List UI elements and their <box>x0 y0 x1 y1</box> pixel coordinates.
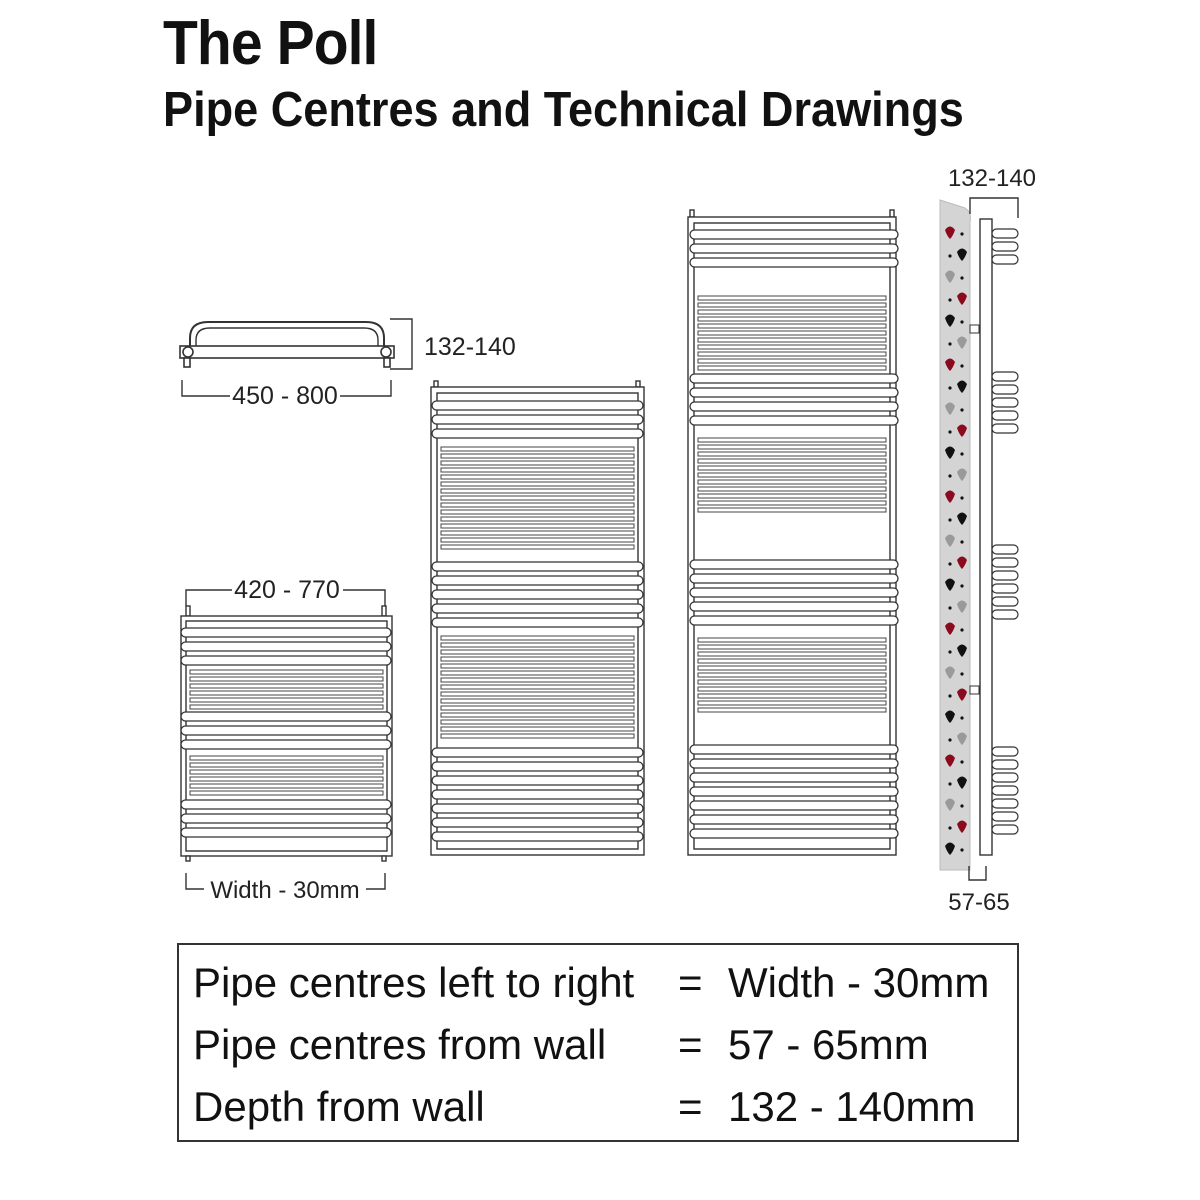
flat-bar <box>441 734 634 738</box>
flat-bar <box>441 545 634 549</box>
towel-bar <box>432 590 643 599</box>
spec-value: 132 - 140mm <box>728 1083 976 1130</box>
wall-fixing <box>948 738 951 741</box>
wall-fixing <box>948 694 951 697</box>
towel-bar <box>432 790 643 799</box>
spec-equals: = <box>678 1021 703 1068</box>
towel-bar <box>432 604 643 613</box>
flat-bar <box>441 692 634 696</box>
towel-bar <box>690 773 898 782</box>
front-small-bars <box>181 628 391 837</box>
spec-table <box>177 943 1019 1142</box>
towel-bar <box>181 726 391 735</box>
flat-bar <box>698 501 886 505</box>
flat-bar <box>441 482 634 486</box>
flat-bar <box>698 359 886 363</box>
towel-bar <box>181 828 391 837</box>
flat-bar <box>698 310 886 314</box>
side-bar <box>992 398 1018 407</box>
flat-bar <box>441 699 634 703</box>
wall-fixing <box>948 606 951 609</box>
side-bar <box>992 255 1018 264</box>
flat-bar <box>441 510 634 514</box>
side-view-drawing <box>940 198 1018 880</box>
towel-bar <box>432 401 643 410</box>
towel-bar <box>181 740 391 749</box>
flat-bar <box>441 454 634 458</box>
towel-bar <box>690 602 898 611</box>
towel-bar <box>181 814 391 823</box>
flat-bar <box>698 317 886 321</box>
towel-bar <box>690 745 898 754</box>
wall-fixing <box>948 254 951 257</box>
flat-bar <box>698 366 886 370</box>
flat-bar <box>698 345 886 349</box>
flat-bar <box>441 706 634 710</box>
wall-fixing <box>960 232 963 235</box>
flat-bar <box>698 680 886 684</box>
flat-bar <box>698 645 886 649</box>
towel-bar <box>432 762 643 771</box>
side-bar <box>992 799 1018 808</box>
wall-fixing <box>960 848 963 851</box>
flat-bar <box>698 701 886 705</box>
flat-bar <box>190 756 383 760</box>
flat-bar <box>698 708 886 712</box>
flat-bar <box>698 487 886 491</box>
page-subtitle: Pipe Centres and Technical Drawings <box>163 83 964 137</box>
spec-label: Depth from wall <box>193 1083 485 1130</box>
flat-bar <box>441 531 634 535</box>
wall-fixing <box>948 518 951 521</box>
flat-bar <box>698 459 886 463</box>
flat-bar <box>190 770 383 774</box>
wall-fixing <box>960 760 963 763</box>
towel-bar <box>181 628 391 637</box>
spec-equals: = <box>678 959 703 1006</box>
towel-bar <box>690 759 898 768</box>
towel-bar <box>690 815 898 824</box>
side-bar <box>992 760 1018 769</box>
flat-bar <box>441 727 634 731</box>
towel-bar <box>432 562 643 571</box>
flat-bar <box>441 475 634 479</box>
wall-fixing <box>948 430 951 433</box>
side-bar <box>992 545 1018 554</box>
flat-bar <box>441 720 634 724</box>
flat-bar <box>190 684 383 688</box>
flat-bar <box>698 666 886 670</box>
towel-bar <box>690 374 898 383</box>
wall-fixing <box>948 826 951 829</box>
flat-bar <box>698 480 886 484</box>
side-bar <box>992 812 1018 821</box>
flat-bar <box>698 445 886 449</box>
flat-bar <box>441 461 634 465</box>
side-bar <box>992 372 1018 381</box>
side-bar <box>992 610 1018 619</box>
towel-bar <box>690 787 898 796</box>
wall-fixing <box>948 562 951 565</box>
flat-bar <box>698 338 886 342</box>
towel-bar <box>432 429 643 438</box>
flat-bar <box>441 447 634 451</box>
wall-fixing <box>948 782 951 785</box>
wall-fixing <box>960 672 963 675</box>
towel-bar <box>690 402 898 411</box>
side-bar <box>992 597 1018 606</box>
flat-bar <box>698 452 886 456</box>
flat-bar <box>190 777 383 781</box>
side-bar <box>992 571 1018 580</box>
flat-bar <box>441 489 634 493</box>
towel-bar <box>432 818 643 827</box>
spec-equals: = <box>678 1083 703 1130</box>
towel-bar <box>690 230 898 239</box>
flat-bar <box>441 468 634 472</box>
flat-bar <box>441 517 634 521</box>
towel-bar <box>690 388 898 397</box>
flat-bar <box>698 638 886 642</box>
wall-fixing <box>960 408 963 411</box>
side-bar <box>992 584 1018 593</box>
flat-bar <box>698 673 886 677</box>
flat-bar <box>698 652 886 656</box>
towel-bar <box>181 642 391 651</box>
flat-bar <box>698 659 886 663</box>
flat-bar <box>698 508 886 512</box>
towel-bar <box>181 712 391 721</box>
towel-bar <box>690 416 898 425</box>
towel-bar <box>690 829 898 838</box>
flat-bar <box>190 677 383 681</box>
flat-bar <box>190 705 383 709</box>
side-bar <box>992 825 1018 834</box>
front-large-drawing <box>688 210 898 855</box>
top-view-width-label: 450 - 800 <box>232 382 338 410</box>
spec-value: Width - 30mm <box>728 959 990 1006</box>
side-bar <box>992 558 1018 567</box>
wall-fixing <box>948 342 951 345</box>
side-bar <box>992 773 1018 782</box>
page-title: The Poll <box>163 9 378 78</box>
flat-bar <box>698 331 886 335</box>
flat-bar <box>698 352 886 356</box>
wall-fixing <box>960 320 963 323</box>
towel-bar <box>181 800 391 809</box>
flat-bar <box>441 713 634 717</box>
flat-bar <box>698 324 886 328</box>
flat-bar <box>698 303 886 307</box>
side-view-wall-label: 57-65 <box>948 889 1010 916</box>
flat-bar <box>441 503 634 507</box>
towel-bar <box>432 576 643 585</box>
front-small-width-label: Width - 30mm <box>210 877 360 904</box>
flat-bar <box>441 496 634 500</box>
flat-bar <box>190 791 383 795</box>
wall-fixing <box>960 628 963 631</box>
towel-bar <box>690 801 898 810</box>
front-small-drawing <box>181 590 392 889</box>
flat-bar <box>190 670 383 674</box>
flat-bar <box>190 784 383 788</box>
flat-bar <box>698 494 886 498</box>
flat-bar <box>698 473 886 477</box>
towel-bar <box>432 618 643 627</box>
top-view-depth-label: 132-140 <box>424 333 516 361</box>
towel-bar <box>432 415 643 424</box>
towel-bar <box>432 804 643 813</box>
flat-bar <box>698 466 886 470</box>
flat-bar <box>698 438 886 442</box>
flat-bar <box>698 296 886 300</box>
side-bar <box>992 242 1018 251</box>
towel-bar <box>181 656 391 665</box>
side-bar <box>992 786 1018 795</box>
flat-bar <box>441 685 634 689</box>
wall-fixing <box>948 298 951 301</box>
towel-bar <box>690 258 898 267</box>
wall-fixing <box>960 540 963 543</box>
flat-bar <box>190 691 383 695</box>
towel-bar <box>432 832 643 841</box>
flat-bar <box>441 538 634 542</box>
flat-bar <box>441 524 634 528</box>
spec-label: Pipe centres left to right <box>193 959 635 1006</box>
wall-fixing <box>960 364 963 367</box>
side-bar <box>992 424 1018 433</box>
side-bar <box>992 411 1018 420</box>
wall-fixing <box>960 804 963 807</box>
towel-bar <box>432 748 643 757</box>
wall-fixing <box>960 716 963 719</box>
flat-bar <box>441 664 634 668</box>
front-small-pipe-label: 420 - 770 <box>234 576 340 604</box>
wall-fixing <box>948 474 951 477</box>
flat-bar <box>441 657 634 661</box>
wall-fixing <box>948 386 951 389</box>
wall-fixing <box>960 496 963 499</box>
towel-bar <box>690 574 898 583</box>
flat-bar <box>441 671 634 675</box>
spec-value: 57 - 65mm <box>728 1021 929 1068</box>
side-view-bars <box>992 229 1018 834</box>
front-medium-drawing <box>431 381 644 855</box>
towel-bar <box>432 776 643 785</box>
side-view-depth-label: 132-140 <box>947 165 1037 192</box>
flat-bar <box>698 687 886 691</box>
flat-bar <box>441 678 634 682</box>
flat-bar <box>441 650 634 654</box>
towel-bar <box>690 560 898 569</box>
wall-fixing <box>960 276 963 279</box>
side-bar <box>992 385 1018 394</box>
flat-bar <box>441 643 634 647</box>
towel-bar <box>690 616 898 625</box>
towel-bar <box>690 244 898 253</box>
side-bar <box>992 747 1018 756</box>
flat-bar <box>698 694 886 698</box>
flat-bar <box>441 636 634 640</box>
flat-bar <box>190 698 383 702</box>
wall-fixing <box>960 452 963 455</box>
wall-fixing <box>960 584 963 587</box>
wall-fixing <box>948 650 951 653</box>
flat-bar <box>190 763 383 767</box>
side-bar <box>992 229 1018 238</box>
towel-bar <box>690 588 898 597</box>
spec-label: Pipe centres from wall <box>193 1021 607 1068</box>
